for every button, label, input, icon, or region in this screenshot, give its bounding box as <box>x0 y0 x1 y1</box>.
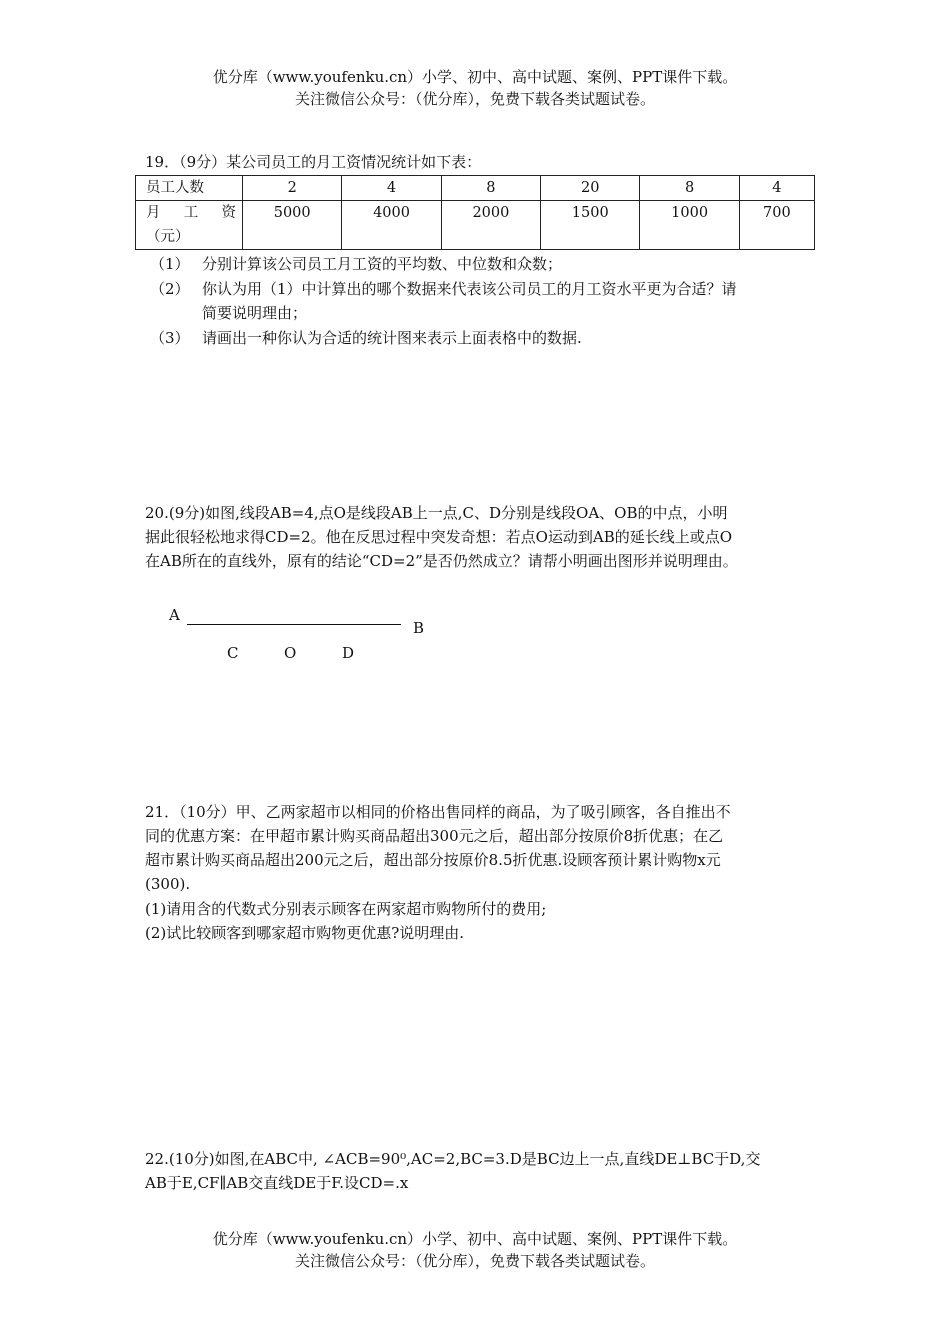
table-cell: 8 <box>441 176 540 201</box>
table-cell: 4000 <box>342 201 441 250</box>
q21-line: (1)请用含的代数式分别表示顾客在两家超市购物所付的费用; <box>145 900 547 918</box>
q19-item-2 <box>150 277 810 325</box>
table-row <box>136 201 815 250</box>
table-row <box>136 176 815 201</box>
label-part: 月 <box>146 205 161 221</box>
point-label-a: A <box>169 606 180 624</box>
q20-line: 据此很轻松地求得CD=2。他在反思过程中突发奇想：若点O运动到AB的延长线上或点O <box>145 528 733 546</box>
table-cell: 2 <box>243 176 342 201</box>
q19-title: 19．（9分）某公司员工的月工资情况统计如下表： <box>145 153 482 171</box>
table-cell: 4 <box>342 176 441 201</box>
header-line-2: 关注微信公众号：（优分库），免费下载各类试题试卷。 <box>294 90 655 108</box>
item-text: 简要说明理由； <box>202 304 308 322</box>
table-cell: 700 <box>739 201 814 250</box>
q21-line: (2)试比较顾客到哪家超市购物更优惠?说明理由. <box>145 924 465 942</box>
table-cell: 4 <box>739 176 814 201</box>
point-label-o: O <box>284 644 297 662</box>
item-text: 你认为用（1）中计算出的哪个数据来代表该公司员工的月工资水平更为合适？请 <box>202 280 737 298</box>
footer-line-1: 优分库（www.youfenku.cn）小学、初中、高中试题、案例、PPT课件下载。 <box>212 1230 738 1248</box>
point-label-b: B <box>413 619 425 637</box>
q22-line: AB于E,CF∥AB交直线DE于F.设CD=.x <box>145 1174 409 1192</box>
table-cell: 20 <box>541 176 640 201</box>
q19-item-3 <box>150 326 810 350</box>
table-cell: 8 <box>640 176 739 201</box>
q20-line: 20.(9分)如图,线段AB=4,点O是线段AB上一点,C、D分别是线段OA、OB的中点，小明 <box>145 504 728 522</box>
segment-ab <box>187 624 401 625</box>
item-number: （1） <box>150 255 190 273</box>
label-part: 工 <box>183 205 199 221</box>
q21-line: 同的优惠方案：在甲超市累计购买商品超出300元之后，超出部分按原价8折优惠；在乙 <box>145 827 724 845</box>
label-unit: （元） <box>146 229 190 245</box>
footer-line-2: 关注微信公众号：（优分库），免费下载各类试题试卷。 <box>294 1252 655 1270</box>
point-label-c: C <box>227 644 239 662</box>
point-label-d: D <box>342 644 355 662</box>
q21-line: 超市累计购买商品超出200元之后，超出部分按原价8.5折优惠.设顾客预计累计购物x元 <box>145 851 721 869</box>
item-text: 请画出一种你认为合适的统计图来表示上面表格中的数据. <box>202 329 582 347</box>
table-header-cell: 员工人数 <box>136 176 243 201</box>
page-footer <box>0 1228 950 1272</box>
salary-table <box>135 175 815 250</box>
q22-line: 22.(10分)如图,在ABC中, ∠ACB=90⁰,AC=2,BC=3.D是BC边上一点,直线DE⊥BC于D,交 <box>145 1150 761 1168</box>
header-line-1: 优分库（www.youfenku.cn）小学、初中、高中试题、案例、PPT课件下载。 <box>212 68 738 86</box>
q20-line: 在AB所在的直线外，原有的结论“CD=2”是否仍然成立？请帮小明画出图形并说明理由。 <box>145 552 738 570</box>
table-cell: 1500 <box>541 201 640 250</box>
item-number: （3） <box>150 329 190 347</box>
item-text: 分别计算该公司员工月工资的平均数、中位数和众数； <box>202 255 563 273</box>
q21-line: 21．（10分）甲、乙两家超市以相同的价格出售同样的商品，为了吸引顾客，各自推出不 <box>145 803 731 821</box>
table-cell: 1000 <box>640 201 739 250</box>
table-header-cell <box>136 201 243 250</box>
page-header <box>0 66 950 110</box>
q21-line: (300). <box>145 875 191 893</box>
table-cell: 2000 <box>441 201 540 250</box>
q19-item-1 <box>150 252 810 276</box>
label-part: 资 <box>221 205 236 221</box>
table-cell: 5000 <box>243 201 342 250</box>
item-number: （2） <box>150 280 190 298</box>
